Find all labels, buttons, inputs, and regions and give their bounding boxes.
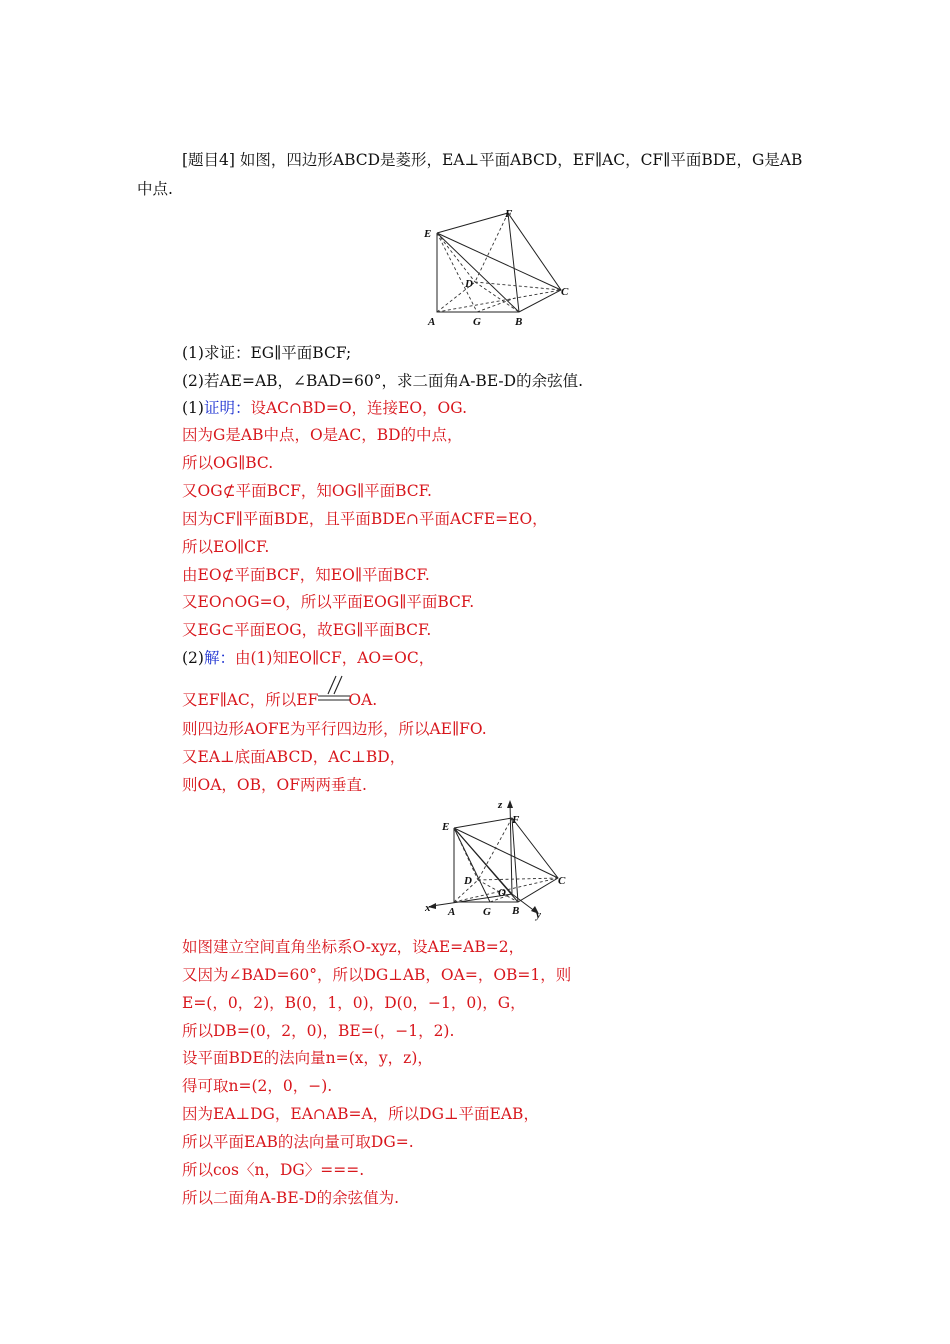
fig2-label-y: y <box>536 909 541 921</box>
question-2: (2)若AE=AB，∠BAD=60°，求二面角A-BE-D的余弦值. <box>182 372 584 390</box>
fig1-label-a: A <box>428 316 436 328</box>
proof-number: (1) <box>182 399 204 417</box>
question-1: (1)求证：EG∥平面BCF; <box>182 344 352 362</box>
fig1-label-f: F <box>505 208 513 220</box>
fig1-label-c: C <box>561 286 569 298</box>
parallel-equal-symbol <box>314 674 354 708</box>
proof-line: 因为CF∥平面BDE，且平面BDE∩平面ACFE=EO， <box>182 510 548 528</box>
fig1-label-e: E <box>424 228 432 240</box>
solution-heading-text: 由(1)知EO∥CF，AO=OC， <box>234 649 435 667</box>
figure-1-prism <box>415 205 575 333</box>
problem-line-1: [题目4] 如图，四边形ABCD是菱形，EA⊥平面ABCD，EF∥AC，CF∥平面BDE，G是AB <box>182 151 803 169</box>
fig2-label-e: E <box>442 821 450 833</box>
solution-number: (2) <box>182 649 204 667</box>
proof-line: 所以EO∥CF. <box>182 538 270 556</box>
proof-line: 由EO⊄平面BCF，知EO∥平面BCF. <box>182 566 430 584</box>
solution-line: 如图建立空间直角坐标系O-xyz，设AE=AB=2， <box>182 938 525 956</box>
solution-line: 所以二面角A-BE-D的余弦值为. <box>182 1189 400 1207</box>
proof-heading <box>182 398 467 418</box>
fig2-label-d: D <box>464 875 472 887</box>
solution-line: 得可取n=(2，0，−). <box>182 1077 333 1095</box>
proof-line: 又EG⊂平面EOG，故EG∥平面BCF. <box>182 621 432 639</box>
figure-2-coordinate-system <box>422 798 582 922</box>
solution-label: 解： <box>203 649 235 667</box>
proof-label: 证明： <box>203 399 251 417</box>
problem-line-2: 中点. <box>137 180 173 198</box>
fig2-label-x: x <box>425 902 431 914</box>
proof-heading-text: 设AC∩BD=O，连接EO，OG. <box>250 399 468 417</box>
proof-line: 因为G是AB中点，O是AC，BD的中点， <box>182 426 463 444</box>
fig2-label-b: B <box>512 905 520 917</box>
fig2-label-g: G <box>483 906 491 918</box>
ef-prefix: 又EF∥AC，所以EF <box>182 691 319 709</box>
solution-line: 则OA，OB，OF两两垂直. <box>182 776 367 794</box>
solution-line: 则四边形AOFE为平行四边形，所以AE∥FO. <box>182 720 487 738</box>
ef-suffix: OA. <box>348 691 378 709</box>
proof-line: 又OG⊄平面BCF，知OG∥平面BCF. <box>182 482 432 500</box>
solution-line: 因为EA⊥DG，EA∩AB=A，所以DG⊥平面EAB， <box>182 1105 539 1123</box>
solution-line: 所以cos〈n，DG〉===. <box>182 1161 365 1179</box>
proof-line: 所以OG∥BC. <box>182 454 274 472</box>
solution-line: 又EA⊥底面ABCD，AC⊥BD， <box>182 748 406 766</box>
fig2-label-o: O <box>498 887 506 899</box>
fig1-label-d: D <box>465 278 473 290</box>
solution-line: 所以平面EAB的法向量可取DG=. <box>182 1133 414 1151</box>
solution-heading <box>182 648 434 668</box>
fig2-label-a: A <box>448 906 456 918</box>
fig1-label-b: B <box>515 316 523 328</box>
proof-line: 又EO∩OG=O，所以平面EOG∥平面BCF. <box>182 593 475 611</box>
solution-line: E=(，0，2)，B(0，1，0)，D(0，−1，0)，G， <box>182 994 526 1012</box>
fig2-label-z: z <box>498 799 503 811</box>
solution-line: 所以DB=(0，2，0)，BE=(，−1，2). <box>182 1022 455 1040</box>
fig2-label-c: C <box>558 875 566 887</box>
solution-line: 又因为∠BAD=60°，所以DG⊥AB，OA=，OB=1，则 <box>182 966 572 984</box>
solution-line: 设平面BDE的法向量n=(x，y，z)， <box>182 1049 433 1067</box>
fig2-label-f: F <box>512 814 520 826</box>
fig1-label-g: G <box>473 316 481 328</box>
